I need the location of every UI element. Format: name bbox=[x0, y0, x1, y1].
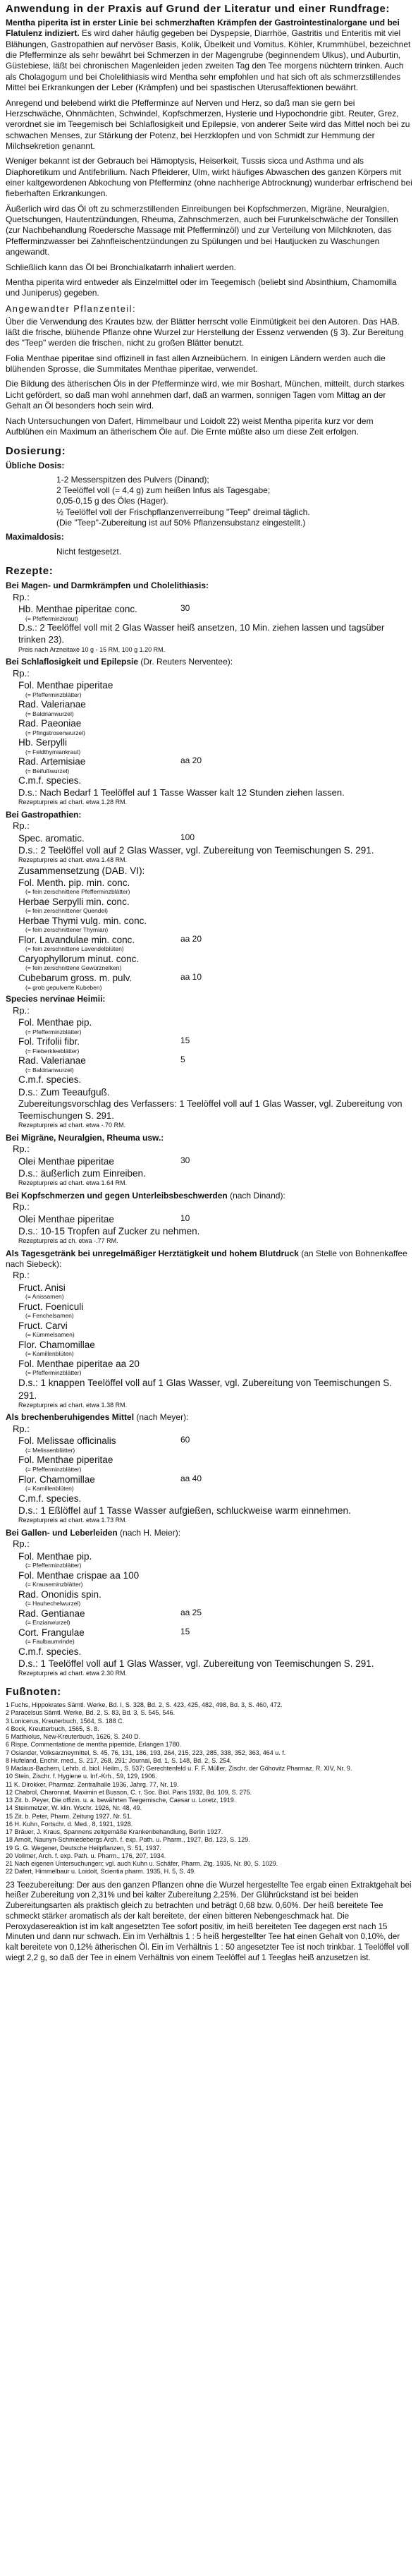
recipe-price: Rezepturpreis ad chart. etwa 1.73 RM. bbox=[18, 1517, 128, 1524]
recipe-heading: Bei Schlaflosigkeit und Epilepsie (Dr. Reuters Nerventee): bbox=[6, 657, 233, 667]
ingredient-qty: 30 bbox=[180, 603, 190, 614]
ingredient: Fruct. Foeniculi (= Fenchelsamen) bbox=[18, 1301, 84, 1320]
recipe-rp: Rp.: bbox=[13, 1423, 30, 1434]
recipe-heading: Bei Kopfschmerzen und gegen Unterleibsbeschwerden (nach Dinand): bbox=[6, 1190, 285, 1201]
dose-line: 2 Teelöffel voll (= 4,4 g) zum heißen Infus als Tagesgabe; bbox=[56, 485, 271, 496]
ingredient: Fol. Trifolii fibr. 15 (= Fieberkleeblätter) bbox=[18, 1035, 190, 1055]
ingredient: Fol. Menthae crispae aa 100 (= Krauseminzblätter) bbox=[18, 1569, 140, 1588]
ingredient bbox=[6, 603, 412, 622]
recipe-block bbox=[6, 810, 412, 991]
ingredient: Fol. Menthae pip. (= Pfefferminzblätter) bbox=[18, 1017, 92, 1035]
ingredient: Caryophyllorum minut. conc. (= fein zerschnittene Gewürznelken) bbox=[18, 954, 140, 972]
recipe-heading: Bei Gallen- und Leberleiden (nach H. Meier): bbox=[6, 1527, 181, 1538]
subheading-plant-part: Angewandter Pflanzenteil: bbox=[6, 303, 137, 314]
footnote: 21 Nach eigenen Untersuchungen; vgl. auch Kuhn u. Schäfer, Pharm. Ztg. 1935, Nr. 80, S. 1029. bbox=[6, 1860, 278, 1868]
dose-line: ½ Teelöffel voll der Frischpflanzenverreibung "Teep" dreimal täglich. bbox=[56, 506, 310, 517]
paragraph-folia: Folia Menthae piperitae sind offizinell in fast allen Arzneibüchern. In einigen Ländern werden auch die blühenden Sprosse, die Summitates Menthae piperitae, verwendet. bbox=[6, 353, 386, 375]
ingredient: Spec. aromatic. 100 bbox=[18, 832, 195, 844]
ingredient: Cubebarum gross. m. pulv. aa 10 (= grob gepulverte Kubeben) bbox=[18, 972, 202, 991]
ingredient: C.m.f. species. bbox=[18, 775, 82, 786]
dose-usual-label: Übliche Dosis: bbox=[6, 461, 65, 471]
ingredient: Olei Menthae piperitae 10 bbox=[18, 1213, 190, 1225]
footnote-list bbox=[6, 1701, 412, 1876]
recipe-block bbox=[6, 994, 412, 1129]
indication-lead: Mentha piperita ist in erster Linie bei schmerzhaften Krämpfen der Gastrointestinalorgane und bei Flatulenz indiziert. bbox=[6, 18, 400, 39]
section-heading-rezepte: Rezepte: bbox=[6, 565, 54, 578]
footnote: 15 Zit. b. Peter, Pharm. Zeitung 1927, Nr. 51. bbox=[6, 1812, 133, 1820]
recipe-rp: Rp.: bbox=[13, 820, 30, 832]
paragraph-indication bbox=[6, 18, 412, 94]
recipe-ds: D.s.: äußerlich zum Einreiben. bbox=[18, 1167, 146, 1179]
footnote: 12 Chabrol, Charonnat, Maximin et Busson, C. r. Soc. Biol. Paris 1932, Bd. 109, S. 275. bbox=[6, 1788, 252, 1796]
ingredient: Flor. Chamomillae (= Kamillenblüten) bbox=[18, 1339, 95, 1358]
recipe-price: Rezepturpreis ad chart. etwa 1.38 RM. bbox=[18, 1401, 128, 1409]
recipe-heading: Bei Migräne, Neuralgien, Rheuma usw.: bbox=[6, 1132, 164, 1143]
recipe-ds: Zubereitungsvorschlag des Verfassers: 1 Teelöffel voll auf 1 Glas Wasser, vgl. Zubereitung von Teemischungen S. 291. bbox=[18, 1098, 402, 1121]
ingredient: Fol. Menthae piperitae aa 20 (= Pfefferminzblätter) bbox=[18, 1359, 140, 1377]
recipe-price: Rezepturpreis ad chart. etwa 1.28 RM. bbox=[18, 798, 128, 806]
recipe-price: Rezepturpreis ad chart. etwa 1.48 RM. bbox=[18, 856, 128, 864]
ingredient: Fruct. Carvi (= Kümmelsamen) bbox=[18, 1320, 75, 1339]
footnote: 1 Fuchs, Hippokrates Sämtl. Werke, Bd. I, S. 328, Bd. 2, S. 423, 425, 482, 498, Bd. 3, S. 460, 472. bbox=[6, 1701, 283, 1709]
recipe-block bbox=[6, 657, 412, 807]
recipe-block bbox=[6, 1191, 412, 1246]
footnote: 2 Paracelsus Sämtl. Werke, Bd. 2, S. 83, Bd. 3, S. 545, 546. bbox=[6, 1709, 175, 1717]
footnote: 22 Dafert, Himmelbaur u. Loidolt, Scientia pharm. 1935, H. 5, S. 49. bbox=[6, 1868, 196, 1876]
recipe-price: Rezepturpreis ad chart. etwa -.70 RM. bbox=[18, 1122, 126, 1129]
recipe-price: Rezepturpreis ad ch. etwa -.77 RM. bbox=[18, 1237, 118, 1245]
ingredient: Rad. Paeoniae (= Pfingstrosenwurzel) bbox=[18, 718, 85, 736]
recipe-heading: Als Tagesgetränk bei unregelmäßiger Herztätigkeit und hohem Blutdruck (an Stelle von Bohnenkaffee nach Siebeck): bbox=[6, 1248, 407, 1270]
ingredient: Fol. Menthae piperitae (= Pfefferminzblätter) bbox=[18, 680, 113, 698]
footnote: 6 Rispe, Commentatione de mentha piperitide, Erlangen 1780. bbox=[6, 1741, 182, 1749]
dose-line: (Die "Teep"-Zubereitung ist auf 50% Pflanzensubstanz eingestellt.) bbox=[56, 518, 306, 528]
ingredient: Rad. Gentianae aa 25 (= Enzianwurzel) bbox=[18, 1607, 202, 1627]
ingredient: Fol. Menthae pip. (= Pfefferminzblätter) bbox=[18, 1550, 92, 1569]
dose-line: 0,05-0,15 g des Öles (Hager). bbox=[56, 496, 168, 506]
recipe-block bbox=[6, 1133, 412, 1188]
recipe-block bbox=[6, 1528, 412, 1678]
ingredient: C.m.f. species. bbox=[18, 1646, 82, 1657]
footnote: 8 Hufeland, Enchir. med., S. 217, 268, 291; Journal, Bd. 1, S. 148, Bd. 2, S. 254. bbox=[6, 1756, 232, 1764]
recipe-block bbox=[6, 581, 412, 654]
footnote: 9 Madaus-Bachem, Lehrb. d. biol. Heilm., S. 537; Gerechtenfeld u. F. F. Müller, Zischr. der Göhovitz Pharmaz. R. XIV, Nr. 9. bbox=[6, 1765, 352, 1773]
paragraph-nerves-heart: Anregend und belebend wirkt die Pfefferminze auf Nerven und Herz, so daß man sie gern bei Herzschwäche, Ohnmächten, Schwindel, Kopfschmerzen, Hysterie und Hypochondrie gibt. Reuter, Grez, verordnet sie im Teegemisch bei Schlaflosigkeit und Epilepsie, von anderer Seite wird das Mittel noch bei zu schwachen Menses, zur Stärkung der Potenz, bei Herzklopfen und von Schmidt zur Hemmung der Milchsekretion genannt. bbox=[6, 97, 410, 151]
footnote: 16 H. Kuhn, Fortschr. d. Med., 8, 1921, 1928. bbox=[6, 1820, 133, 1828]
paragraph-lesser-known: Weniger bekannt ist der Gebrauch bei Hämoptysis, Heiserkeit, Tussis sicca und Asthma und als Diaphoretikum und Antifebrilium. Nach Pfleiderer, Ulm, wirkt häufiges Abwaschen des ganzen Körpers mit einer kaltgewordenen Abkochung von Pfefferminz (ohne nachherige Abtrocknung) wunderbar erfrischend bei fieberhaften Erkrankungen. bbox=[6, 156, 412, 199]
dose-max-value: Nicht festgesetzt. bbox=[56, 546, 122, 557]
paragraph-plant-part: Über die Verwendung des Krautes bzw. der Blätter herrscht volle Einmütigkeit bei den Autoren. Das HAB. läßt die frische, blühende Pflanze ohne Wurzel zur Herstellung der Essenz verwenden (§ 3). Zur Bereitung des "Teep" werden die frischen, nicht zu großen Blätter benutzt. bbox=[6, 316, 404, 348]
recipe-price: Preis nach Arzneitaxe 10 g - 15 RM, 100 g 1.20 RM. bbox=[18, 645, 166, 653]
recipe-rp: Rp.: bbox=[13, 591, 30, 602]
footnote: 20 Vollmer, Arch. f. exp. Path. u. Pharm., 176, 207, 1934. bbox=[6, 1852, 166, 1859]
dose-usual-list bbox=[6, 475, 412, 529]
paragraph-external-use: Äußerlich wird das Öl oft zu schmerzstillenden Einreibungen bei Kopfschmerzen, Migräne, Neuralgien, Quetschungen, Hautentzündungen, Rheuma, Zahnschmerzen, auch bei Furunkelschwäche der Tonsillen (zur Nachbehandlung Roedersche Massage mit Pfefferminzöl) und zur Verteilung von Milchknoten, das Pfefferminzwasser bei Zahnfleischentzündungen zu Spülungen und bei Hautjucken zu Waschungen angewandt. bbox=[6, 203, 398, 257]
ingredient: Flor. Chamomillae aa 40 (= Kamillenblüten) bbox=[18, 1473, 202, 1492]
ingredient: Fol. Menth. pip. min. conc. (= fein zerschnittene Pfefferminzblätter) bbox=[18, 877, 130, 896]
footnote: 11 K. Dirokker, Pharmaz. Zentralhalle 1936, Jahrg. 77, Nr. 19. bbox=[6, 1780, 179, 1788]
footnote: 19 G. G. Wegener, Deutsche Heilpflanzen, S. 51, 1937. bbox=[6, 1844, 161, 1852]
recipe-rp: Rp.: bbox=[13, 1143, 30, 1155]
ingredient: Rad. Valerianae 5 (= Baldrianwurzel) bbox=[18, 1055, 185, 1074]
recipe-ds: D.s.: Nach Bedarf 1 Teelöffel auf 1 Tasse Wasser kalt 12 Stunden ziehen lassen. bbox=[18, 786, 345, 798]
dose-max-label: Maximaldosis: bbox=[6, 531, 64, 542]
ingredient: C.m.f. species. bbox=[18, 1074, 82, 1086]
paragraph-harvest: Nach Untersuchungen von Dafert, Himmelbaur und Loidolt 22) weist Mentha piperita kurz vor dem Aufblühen ein Maximum an ätherischem Öle auf. Die Ernte müßte also um diese Zeit erfolgen. bbox=[6, 415, 374, 437]
ingredient: C.m.f. species. bbox=[18, 1493, 82, 1504]
recipe-rp: Rp.: bbox=[13, 667, 30, 679]
footnote: 7 Osiander, Volksarzneymittel, S. 45, 76, 131, 186, 193, 264, 215, 223, 285, 338, 352, 363, 464 u. f. bbox=[6, 1749, 286, 1756]
footnote: 13 Zit. b. Peyer, Die offizin. u. a. bewährten Teegemische, Caesar u. Loretz, 1919. bbox=[6, 1797, 236, 1804]
recipe-ds: D.s.: 10-15 Tropfen auf Zucker zu nehmen. bbox=[18, 1225, 200, 1237]
ingredient: Fol. Menthae piperitae (= Pfefferminzblätter) bbox=[18, 1454, 113, 1473]
ingredient: Cort. Frangulae 15 (= Faulbaumrinde) bbox=[18, 1626, 190, 1646]
paragraph-inhalation: Schließlich kann das Öl bei Bronchialkatarrh inhaliert werden. bbox=[6, 262, 236, 272]
ingredient: Rad. Valerianae (= Baldrianwurzel) bbox=[18, 699, 86, 717]
ingredient: Fol. Melissae officinalis 60 (= Melissenblätter) bbox=[18, 1435, 190, 1454]
recipe-ds: D.s.: 1 Teelöffel voll auf 1 Glas Wasser, vgl. Zubereitung von Teemischungen S. 291. bbox=[18, 1658, 374, 1670]
section-heading-anwendung: Anwendung in der Praxis auf Grund der Literatur und einer Rundfrage: bbox=[6, 3, 391, 15]
recipe-block bbox=[6, 1412, 412, 1524]
recipe-heading: Bei Magen- und Darmkrämpfen und Cholelithiasis: bbox=[6, 581, 209, 591]
indication-text: Es wird daher häufig gegeben bei Dyspepsie, Diarrhöe, Gastritis und Enteritis mit viel Blähungen, Gastropathien auf nervöser Basis, Kolik, Übelkeit und Vomitus. Köhler, Krummhübel, bezeichnet die Pfefferminze als sehr bewährt bei Schmerzen in der Magengrube (beginnendem Ulkus), und Auburtin, Güstebiese, läßt bei chronischen Magenleiden jeden zweiten Tag den Tee morgens nüchtern trinken. Auch als Cholagogum und bei Cholelithiasis wird Mentha sehr empfohlen und hat sich oft als schmerzstillendes Mittel bei Erkrankungen der Leber (Krämpfen) und bei spastischen Uterusaffektionen bewährt. bbox=[6, 28, 411, 93]
ingredient: Herbae Thymi vulg. min. conc. (= fein zerschnittener Thymian) bbox=[18, 916, 147, 934]
footnote: 10 Stein, Zischr. f. Hygiene u. Inf.-Krh., 59, 129, 1906. bbox=[6, 1773, 157, 1780]
ingredient: Rad. Artemisiae aa 20 (= Beifußwurzel) bbox=[18, 755, 202, 774]
recipe-rp: Rp.: bbox=[13, 1270, 30, 1281]
recipe-heading: Als brechenberuhigendes Mittel (nach Meyer): bbox=[6, 1412, 189, 1423]
ingredient: Fruct. Anisi (= Anissamen) bbox=[18, 1282, 66, 1301]
recipe-rp: Rp.: bbox=[13, 1538, 30, 1550]
recipe-heading: Species nervinae Heimii: bbox=[6, 994, 106, 1004]
footnote: 18 Arnolt, Naunyn-Schmiedebergs Arch. f. exp. Path. u. Pharm., 1927, Bd. 123, S. 129. bbox=[6, 1836, 250, 1844]
section-heading-dosierung: Dosierung: bbox=[6, 445, 66, 458]
footnote: 4 Bock, Kreutterbuch, 1565, S. 8. bbox=[6, 1725, 99, 1732]
ingredient-name: Hb. Menthae piperitae conc. bbox=[18, 604, 137, 615]
recipe-block bbox=[6, 1248, 412, 1410]
recipe-price: Rezepturpreis ad chart. etwa 1.64 RM. bbox=[18, 1179, 128, 1187]
footnote: 3 Lonicerus, Kreuterbuch, 1564, S. 188 C. bbox=[6, 1717, 125, 1725]
ingredient: Herbae Serpylli min. conc. (= fein zerschnittener Quendel) bbox=[18, 897, 130, 915]
recipe-rp: Rp.: bbox=[13, 1201, 30, 1213]
paragraph-oil-formation: Die Bildung des ätherischen Öls in der Pfefferminze wird, wie mir Boshart, München, mitteilt, durch starkes Licht gefördert, so daß man wohl annehmen darf, daß an warmen, sonnigen Tagen vom Mittag an der Gehalt an Öl besonders hoch sein wird. bbox=[6, 379, 405, 411]
dose-line: 1-2 Messerspitzen des Pulvers (Dinand); bbox=[56, 474, 209, 485]
footnote: 17 Bräuer, J. Kraus, Spannens zeltgemäße Krankenbehandlung, Berlin 1927. bbox=[6, 1828, 223, 1836]
ingredient: Rad. Ononidis spin. (= Hauhechelwurzel) bbox=[18, 1588, 102, 1607]
footnote: 5 Matthiolus, New-Kreuterbuch, 1626, S. 240 D. bbox=[6, 1733, 141, 1741]
recipe-ds: D.s.: 1 Eßlöffel auf 1 Tasse Wasser aufgießen, schluckweise warm einnehmen. bbox=[18, 1505, 351, 1516]
paragraph-single-remedy: Mentha piperita wird entweder als Einzelmittel oder im Teegemisch (beliebt sind Absinthium, Chamomilla und Juniperus) gegeben. bbox=[6, 277, 397, 298]
ingredient: D.s.: Zum Teeaufguß. bbox=[18, 1086, 110, 1098]
footnote-tea-preparation: 23 Teezubereitung: Der aus den ganzen Pflanzen ohne die Wurzel hergestellte Tee ergab einen Extraktgehalt bei heißer Zubereitung von 2,31% und bei kalter Zubereitung 2,25%. Der Glührückstand ist bei beiden Zubereitungsarten als praktisch gleich zu betrachten und beträgt 0,68 bzw. 0,60%. Der heiß bereitete Tee schmeckt stärker aromatisch als der kalt bereitete, der einen bitteren Nebengeschmack hat. Die Peroxydasereaktion ist im kalt angesetzten Tee sofort positiv, im heiß bereiteten Tee dagegen erst nach 15 Minuten und dann nur schwach. Ein im Verhältnis 1 : 5 heiß hergestellter Tee hat einen Gehalt von 0,10%, der kalt bereitete von 0,12% ätherischen Öl. Ein im Verhältnis 1 : 50 angesetzter Tee ist noch trinkbar. 1 Teelöffel voll wiegt 2,2 g, so daß der Tee in einem Verhältnis von einem Teelöffel auf 1 Teeglas heiß anzusetzen ist. bbox=[6, 1881, 412, 1962]
recipe-ds: D.s.: 2 Teelöffel voll mit 2 Glas Wasser heiß ansetzen, 10 Min. ziehen lassen und tagsüber trinken 23). bbox=[18, 622, 385, 645]
recipe-rp: Rp.: bbox=[13, 1004, 30, 1016]
recipe-heading: Bei Gastropathien: bbox=[6, 809, 82, 820]
ingredient: Flor. Lavandulae min. conc. aa 20 (= fein zerschnittene Lavendelblüten) bbox=[18, 934, 202, 953]
recipe-ds: D.s.: 1 knappen Teelöffel voll auf 1 Glas Wasser, vgl. Zubereitung von Teemischungen S. 291. bbox=[18, 1378, 393, 1401]
ingredient: Zusammensetzung (DAB. VI): bbox=[18, 865, 145, 876]
footnote: 14 Steinmetzer, W. klin. Wschr. 1926, Nr. 48, 49. bbox=[6, 1804, 142, 1812]
recipe-ds: D.s.: 2 Teelöffel voll auf 2 Glas Wasser, vgl. Zubereitung von Teemischungen S. 291. bbox=[18, 845, 374, 856]
ingredient: Olei Menthae piperitae 30 bbox=[18, 1155, 190, 1167]
ingredient-sub: (= Pfefferminzkraut) bbox=[25, 614, 78, 622]
recipe-price: Rezepturpreis ad chart. etwa 2.30 RM. bbox=[18, 1670, 128, 1677]
ingredient: Hb. Serpylli (= Feldthymiankraut) bbox=[18, 737, 81, 755]
section-heading-fussnoten: Fußnoten: bbox=[6, 1685, 61, 1698]
